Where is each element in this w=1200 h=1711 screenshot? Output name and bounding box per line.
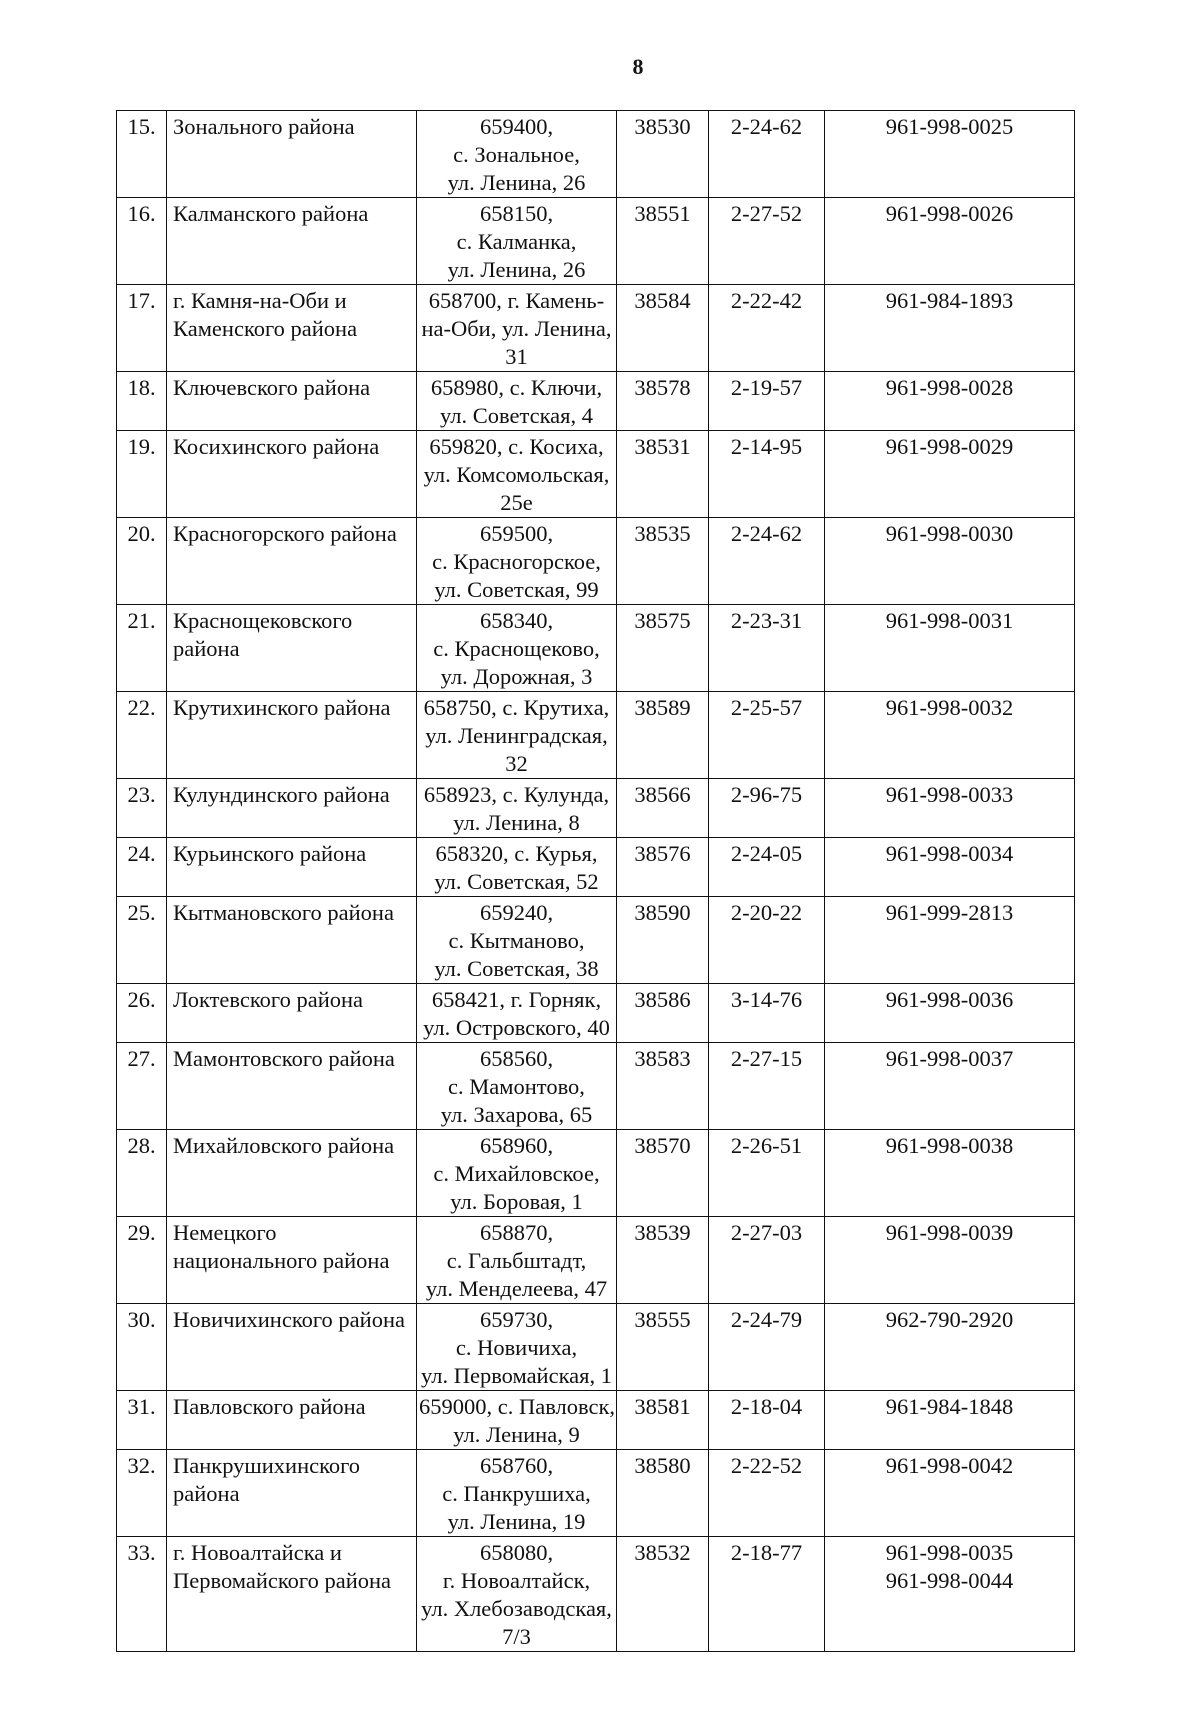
row-number: 18. bbox=[117, 372, 167, 431]
district-name bbox=[167, 897, 417, 984]
postal-address-line: ул. Ленинградская, bbox=[425, 723, 608, 748]
table-row bbox=[117, 518, 1075, 605]
mobile-number-line: 961-998-0026 bbox=[885, 201, 1014, 226]
district-name bbox=[167, 198, 417, 285]
postal-address-line: с. Гальбштадт, bbox=[446, 1248, 587, 1273]
mobile-number-line: 961-984-1893 bbox=[885, 288, 1014, 313]
postal-address bbox=[417, 605, 617, 692]
phone-number: 2-27-52 bbox=[709, 198, 825, 285]
district-name bbox=[167, 372, 417, 431]
mobile-number bbox=[825, 1130, 1075, 1217]
district-name-line: Кытмановского района bbox=[173, 900, 394, 925]
postal-address-line: 658320, с. Курья, bbox=[435, 841, 598, 866]
postal-address bbox=[417, 692, 617, 779]
mobile-number-line: 961-998-0033 bbox=[885, 782, 1014, 807]
table-row bbox=[117, 1537, 1075, 1652]
district-name-line: Немецкого bbox=[173, 1220, 277, 1245]
mobile-number bbox=[825, 518, 1075, 605]
postal-address-line: 658870, bbox=[479, 1220, 554, 1245]
postal-address-line: ул. Ленина, 26 bbox=[447, 170, 586, 195]
postal-address-line: ул. Комсомольская, bbox=[423, 462, 610, 487]
district-name bbox=[167, 1450, 417, 1537]
postal-address-line: 658150, bbox=[479, 201, 554, 226]
district-name bbox=[167, 838, 417, 897]
phone-number: 2-26-51 bbox=[709, 1130, 825, 1217]
mobile-number-line: 961-998-0031 bbox=[885, 608, 1014, 633]
postal-address-line: 659500, bbox=[479, 521, 554, 546]
row-number: 29. bbox=[117, 1217, 167, 1304]
postal-address-line: с. Красногорское, bbox=[432, 549, 601, 574]
district-name bbox=[167, 1304, 417, 1391]
postal-address-line: ул. Советская, 52 bbox=[434, 869, 599, 894]
postal-address-line: ул. Советская, 99 bbox=[434, 577, 599, 602]
phone-code: 38570 bbox=[617, 1130, 709, 1217]
phone-code: 38555 bbox=[617, 1304, 709, 1391]
postal-address-line: 658923, с. Кулунда, bbox=[423, 782, 610, 807]
table-row bbox=[117, 692, 1075, 779]
postal-address-line: 658560, bbox=[479, 1046, 554, 1071]
district-name bbox=[167, 285, 417, 372]
postal-address-line: на-Оби, ул. Ленина, bbox=[421, 316, 612, 341]
district-name-line: Павловского района bbox=[173, 1394, 366, 1419]
postal-address-line: с. Кытманово, bbox=[448, 928, 585, 953]
row-number: 24. bbox=[117, 838, 167, 897]
row-number: 23. bbox=[117, 779, 167, 838]
table-row bbox=[117, 984, 1075, 1043]
district-name-line: Зонального района bbox=[173, 114, 355, 139]
row-number: 33. bbox=[117, 1537, 167, 1652]
phone-number: 2-18-77 bbox=[709, 1537, 825, 1652]
postal-address bbox=[417, 372, 617, 431]
table-row bbox=[117, 1304, 1075, 1391]
district-name-line: района bbox=[173, 636, 240, 661]
phone-number: 2-19-57 bbox=[709, 372, 825, 431]
phone-code: 38586 bbox=[617, 984, 709, 1043]
table-row bbox=[117, 372, 1075, 431]
row-number: 30. bbox=[117, 1304, 167, 1391]
mobile-number bbox=[825, 285, 1075, 372]
district-name bbox=[167, 1217, 417, 1304]
postal-address-line: ул. Ленина, 26 bbox=[447, 257, 586, 282]
postal-address-line: ул. Советская, 4 bbox=[440, 403, 593, 428]
postal-address bbox=[417, 1043, 617, 1130]
postal-address-line: ул. Хлебозаводская, bbox=[421, 1596, 612, 1621]
mobile-number-line: 961-998-0037 bbox=[885, 1046, 1014, 1071]
postal-address-line: 659820, с. Косиха, bbox=[429, 434, 604, 459]
postal-address-line: ул. Захарова, 65 bbox=[440, 1102, 593, 1127]
postal-address bbox=[417, 1391, 617, 1450]
postal-address-line: 658340, bbox=[479, 608, 554, 633]
postal-address-line: ул. Дорожная, 3 bbox=[440, 664, 593, 689]
table-row bbox=[117, 838, 1075, 897]
district-name-line: Ключевского района bbox=[173, 375, 371, 400]
postal-address bbox=[417, 897, 617, 984]
district-name bbox=[167, 692, 417, 779]
postal-address-line: ул. Ленина, 9 bbox=[453, 1422, 580, 1447]
mobile-number-line: 961-998-0039 bbox=[885, 1220, 1014, 1245]
mobile-number-line: 961-998-0029 bbox=[885, 434, 1014, 459]
postal-address-line: с. Новичиха, bbox=[455, 1335, 578, 1360]
row-number: 25. bbox=[117, 897, 167, 984]
row-number: 17. bbox=[117, 285, 167, 372]
postal-address bbox=[417, 779, 617, 838]
table-row bbox=[117, 605, 1075, 692]
phone-number: 2-24-79 bbox=[709, 1304, 825, 1391]
district-name-line: Локтевского района bbox=[173, 987, 364, 1012]
phone-number: 2-27-15 bbox=[709, 1043, 825, 1130]
district-name-line: Первомайского района bbox=[173, 1568, 392, 1593]
district-name-line: района bbox=[173, 1481, 240, 1506]
district-name-line: Курьинского района bbox=[173, 841, 367, 866]
row-number: 15. bbox=[117, 111, 167, 198]
postal-address-line: ул. Первомайская, 1 bbox=[420, 1363, 613, 1388]
row-number: 19. bbox=[117, 431, 167, 518]
table-row bbox=[117, 285, 1075, 372]
mobile-number bbox=[825, 984, 1075, 1043]
mobile-number bbox=[825, 1043, 1075, 1130]
mobile-number-line: 961-998-0044 bbox=[885, 1568, 1014, 1593]
table-row bbox=[117, 111, 1075, 198]
postal-address-line: 658750, с. Крутиха, bbox=[423, 695, 610, 720]
phone-code: 38566 bbox=[617, 779, 709, 838]
district-name bbox=[167, 111, 417, 198]
mobile-number bbox=[825, 897, 1075, 984]
phone-code: 38530 bbox=[617, 111, 709, 198]
table-row bbox=[117, 431, 1075, 518]
postal-address-line: ул. Менделеева, 47 bbox=[425, 1276, 608, 1301]
mobile-number bbox=[825, 1304, 1075, 1391]
phone-number: 2-20-22 bbox=[709, 897, 825, 984]
postal-address-line: 659730, bbox=[479, 1307, 554, 1332]
postal-address-line: 659240, bbox=[479, 900, 554, 925]
postal-address bbox=[417, 838, 617, 897]
phone-code: 38580 bbox=[617, 1450, 709, 1537]
table-row bbox=[117, 1217, 1075, 1304]
mobile-number-line: 961-984-1848 bbox=[885, 1394, 1014, 1419]
postal-address bbox=[417, 1537, 617, 1652]
mobile-number-line: 961-998-0028 bbox=[885, 375, 1014, 400]
mobile-number bbox=[825, 1537, 1075, 1652]
table-row bbox=[117, 1130, 1075, 1217]
postal-address-line: с. Михайловское, bbox=[433, 1161, 600, 1186]
district-name bbox=[167, 1391, 417, 1450]
postal-address bbox=[417, 1217, 617, 1304]
postal-address bbox=[417, 431, 617, 518]
mobile-number bbox=[825, 1391, 1075, 1450]
district-name bbox=[167, 605, 417, 692]
district-name bbox=[167, 518, 417, 605]
phone-code: 38589 bbox=[617, 692, 709, 779]
district-name-line: национального района bbox=[173, 1248, 390, 1273]
mobile-number bbox=[825, 692, 1075, 779]
phone-number: 2-14-95 bbox=[709, 431, 825, 518]
phone-code: 38575 bbox=[617, 605, 709, 692]
district-name-line: Мамонтовского района bbox=[173, 1046, 395, 1071]
postal-address-line: ул. Ленина, 19 bbox=[447, 1509, 586, 1534]
table-row bbox=[117, 1450, 1075, 1537]
row-number: 21. bbox=[117, 605, 167, 692]
row-number: 22. bbox=[117, 692, 167, 779]
row-number: 20. bbox=[117, 518, 167, 605]
mobile-number-line: 961-998-0025 bbox=[885, 114, 1014, 139]
postal-address-line: с. Зональное, bbox=[453, 142, 580, 167]
district-name bbox=[167, 1537, 417, 1652]
phone-code: 38532 bbox=[617, 1537, 709, 1652]
district-name-line: Кулундинского района bbox=[173, 782, 390, 807]
mobile-number bbox=[825, 1217, 1075, 1304]
table-row bbox=[117, 1391, 1075, 1450]
phone-code: 38590 bbox=[617, 897, 709, 984]
postal-address-line: 31 bbox=[505, 344, 528, 369]
row-number: 28. bbox=[117, 1130, 167, 1217]
postal-address-line: 658980, с. Ключи, bbox=[430, 375, 603, 400]
phone-code: 38576 bbox=[617, 838, 709, 897]
postal-address bbox=[417, 1130, 617, 1217]
district-name bbox=[167, 1043, 417, 1130]
postal-address-line: 658760, bbox=[479, 1453, 554, 1478]
district-name bbox=[167, 984, 417, 1043]
table-row bbox=[117, 779, 1075, 838]
phone-number: 3-14-76 bbox=[709, 984, 825, 1043]
district-name-line: Краснощековского bbox=[173, 608, 353, 633]
postal-address-line: 25е bbox=[500, 490, 533, 515]
row-number: 27. bbox=[117, 1043, 167, 1130]
phone-number: 2-27-03 bbox=[709, 1217, 825, 1304]
row-number: 31. bbox=[117, 1391, 167, 1450]
mobile-number bbox=[825, 431, 1075, 518]
phone-code: 38584 bbox=[617, 285, 709, 372]
postal-address-line: 658700, г. Камень- bbox=[428, 288, 605, 313]
postal-address-line: с. Калманка, bbox=[456, 229, 577, 254]
mobile-number-line: 961-998-0038 bbox=[885, 1133, 1014, 1158]
phone-number: 2-96-75 bbox=[709, 779, 825, 838]
postal-address bbox=[417, 984, 617, 1043]
postal-address-line: 658080, bbox=[479, 1540, 554, 1565]
district-name-line: г. Новоалтайска и bbox=[173, 1540, 342, 1565]
phone-code: 38578 bbox=[617, 372, 709, 431]
postal-address-line: ул. Боровая, 1 bbox=[450, 1189, 583, 1214]
row-number: 16. bbox=[117, 198, 167, 285]
postal-address-line: ул. Ленина, 8 bbox=[453, 810, 580, 835]
district-name bbox=[167, 431, 417, 518]
mobile-number bbox=[825, 111, 1075, 198]
phone-code: 38531 bbox=[617, 431, 709, 518]
district-name-line: Каменского района bbox=[173, 316, 358, 341]
phone-number: 2-22-42 bbox=[709, 285, 825, 372]
district-name-line: Красногорского района bbox=[173, 521, 397, 546]
district-name-line: г. Камня-на-Оби и bbox=[173, 288, 347, 313]
postal-address-line: 659000, с. Павловск, bbox=[419, 1394, 616, 1419]
mobile-number bbox=[825, 372, 1075, 431]
phone-number: 2-25-57 bbox=[709, 692, 825, 779]
postal-address-line: с. Панкрушиха, bbox=[442, 1481, 591, 1506]
mobile-number-line: 961-999-2813 bbox=[885, 900, 1014, 925]
phone-code: 38535 bbox=[617, 518, 709, 605]
phone-code: 38583 bbox=[617, 1043, 709, 1130]
postal-address bbox=[417, 111, 617, 198]
mobile-number-line: 962-790-2920 bbox=[885, 1307, 1014, 1332]
mobile-number bbox=[825, 779, 1075, 838]
phone-number: 2-23-31 bbox=[709, 605, 825, 692]
district-name-line: Косихинского района bbox=[173, 434, 380, 459]
district-name-line: Калманского района bbox=[173, 201, 369, 226]
district-name-line: Крутихинского района bbox=[173, 695, 391, 720]
postal-address-line: г. Новоалтайск, bbox=[442, 1568, 591, 1593]
phone-code: 38581 bbox=[617, 1391, 709, 1450]
page-number: 8 bbox=[632, 54, 644, 79]
phone-number: 2-24-62 bbox=[709, 518, 825, 605]
table-row bbox=[117, 897, 1075, 984]
mobile-number-line: 961-998-0035 bbox=[885, 1540, 1014, 1565]
mobile-number-line: 961-998-0036 bbox=[885, 987, 1014, 1012]
mobile-number-line: 961-998-0032 bbox=[885, 695, 1014, 720]
postal-address bbox=[417, 285, 617, 372]
phone-number: 2-24-62 bbox=[709, 111, 825, 198]
postal-address bbox=[417, 1450, 617, 1537]
mobile-number bbox=[825, 605, 1075, 692]
mobile-number-line: 961-998-0034 bbox=[885, 841, 1014, 866]
phone-number: 2-24-05 bbox=[709, 838, 825, 897]
postal-address-line: с. Мамонтово, bbox=[448, 1074, 585, 1099]
district-contacts-table bbox=[116, 110, 1075, 1652]
mobile-number bbox=[825, 838, 1075, 897]
mobile-number-line: 961-998-0042 bbox=[885, 1453, 1014, 1478]
table-body bbox=[117, 111, 1075, 1652]
phone-code: 38551 bbox=[617, 198, 709, 285]
postal-address bbox=[417, 1304, 617, 1391]
postal-address-line: 658421, г. Горняк, bbox=[431, 987, 602, 1012]
postal-address-line: 658960, bbox=[479, 1133, 554, 1158]
district-name-line: Новичихинского района bbox=[173, 1307, 405, 1332]
mobile-number bbox=[825, 1450, 1075, 1537]
district-name-line: Михайловского района bbox=[173, 1133, 395, 1158]
postal-address-line: ул. Советская, 38 bbox=[434, 956, 599, 981]
district-name-line: Панкрушихинского bbox=[173, 1453, 361, 1478]
postal-address bbox=[417, 198, 617, 285]
phone-code: 38539 bbox=[617, 1217, 709, 1304]
postal-address-line: ул. Островского, 40 bbox=[423, 1015, 610, 1040]
postal-address-line: 32 bbox=[505, 751, 528, 776]
mobile-number-line: 961-998-0030 bbox=[885, 521, 1014, 546]
postal-address-line: 7/3 bbox=[502, 1624, 531, 1649]
mobile-number bbox=[825, 198, 1075, 285]
postal-address-line: с. Краснощеково, bbox=[433, 636, 600, 661]
row-number: 26. bbox=[117, 984, 167, 1043]
row-number: 32. bbox=[117, 1450, 167, 1537]
phone-number: 2-22-52 bbox=[709, 1450, 825, 1537]
district-name bbox=[167, 1130, 417, 1217]
table-row bbox=[117, 198, 1075, 285]
postal-address-line: 659400, bbox=[479, 114, 554, 139]
postal-address bbox=[417, 518, 617, 605]
table-row bbox=[117, 1043, 1075, 1130]
district-name bbox=[167, 779, 417, 838]
phone-number: 2-18-04 bbox=[709, 1391, 825, 1450]
